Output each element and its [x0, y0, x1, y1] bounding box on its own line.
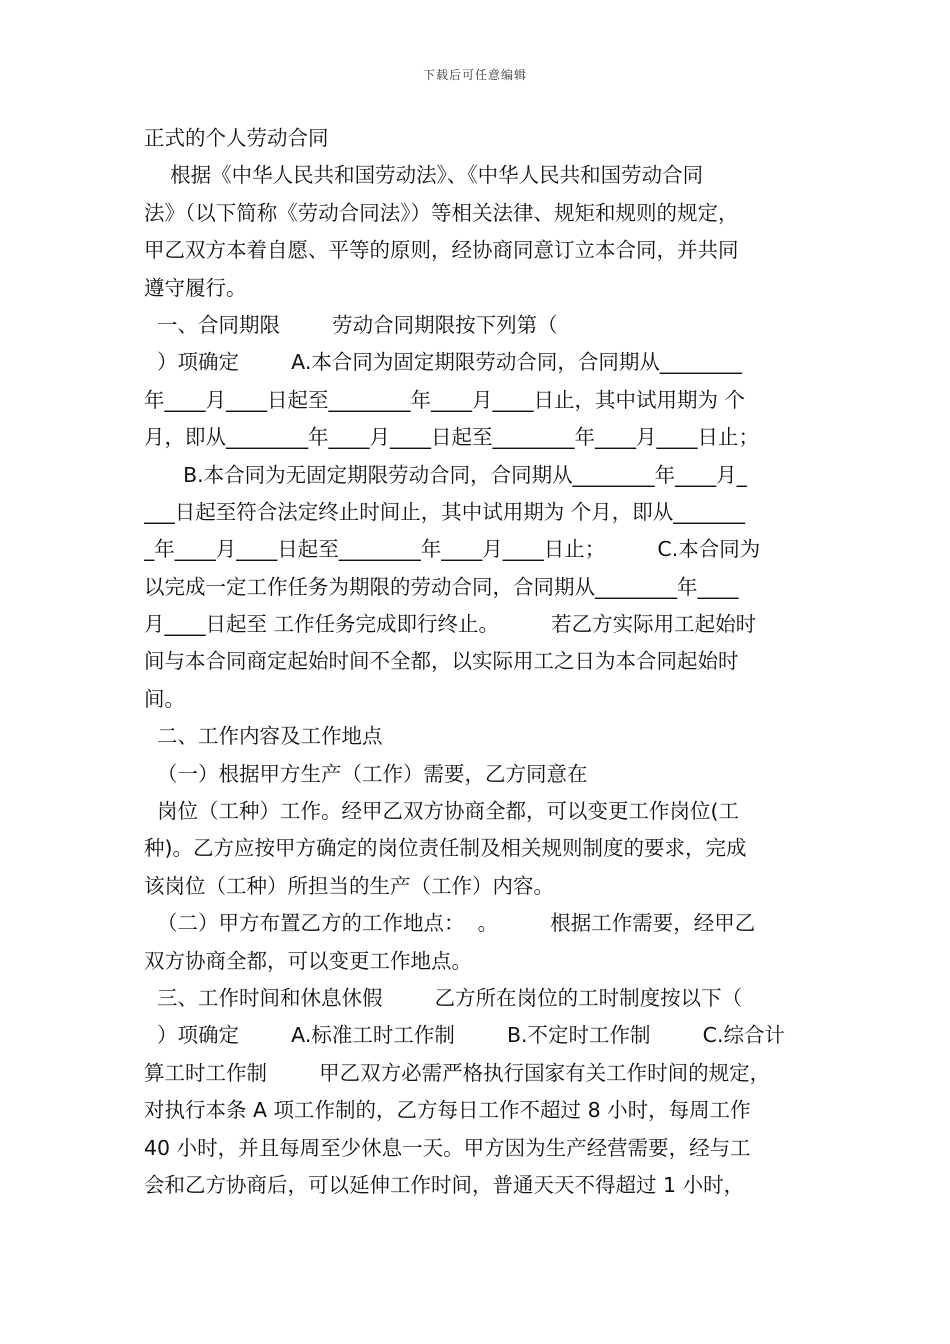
text-line: 月，即从________年____月____日起至________年____月____日止；	[144, 425, 759, 450]
document-title: 正式的个人劳动合同	[144, 126, 329, 150]
text-line: 会和乙方协商后，可以延伸工作时间，普通天天不得超过 1 小时，	[144, 1172, 745, 1197]
text-line: 月____日起至 工作任务完成即行终止。 若乙方实际用工起始时	[144, 612, 757, 637]
text-line: （二）甲方布置乙方的工作地点： 。 根据工作需要，经甲乙	[144, 911, 756, 936]
text-line: ___日起至符合法定终止时间止，其中试用期为 个月，即从_______	[144, 499, 746, 524]
text-line: 种)。乙方应按甲方确定的岗位责任制及相关规则制度的要求，完成	[144, 836, 747, 861]
text-line: （一）根据甲方生产（工作）需要，乙方同意在	[144, 761, 588, 786]
text-line: 一、合同期限 劳动合同期限按下列第（	[144, 312, 558, 337]
text-line: 年____月____日起至________年____月____日止，其中试用期为 个	[144, 387, 746, 412]
text-line: _年____月____日起至________年____月____日止； C.本合同为	[144, 537, 761, 562]
text-line: 双方协商全都，可以变更工作地点。	[144, 948, 472, 973]
text-line: 遵守履行。	[144, 275, 247, 300]
text-line: B.本合同为无固定期限劳动合同，合同期从________年____月_	[144, 462, 747, 487]
text-line: ）项确定 A.标准工时工作制 B.不定时工作制 C.综合计	[144, 1023, 786, 1048]
text-line: 40 小时，并且每周至少休息一天。甲方因为生产经营需要，经与工	[144, 1135, 751, 1160]
text-line: 二、工作内容及工作地点	[144, 724, 383, 749]
text-line: 间。	[144, 686, 185, 711]
contract-body	[144, 120, 806, 1204]
text-line: 甲乙双方本着自愿、平等的原则，经协商同意订立本合同，并共同	[144, 238, 739, 263]
text-line: 对执行本条 A 项工作制的，乙方每日工作不超过 8 小时，每周工作	[144, 1098, 751, 1123]
text-line: 法》（以下简称《劳动合同法》）等相关法律、规矩和规则的规定，	[144, 200, 739, 225]
text-line: ）项确定 A.本合同为固定期限劳动合同，合同期从________	[144, 350, 742, 375]
text-line: 三、工作时间和休息休假 乙方所在岗位的工时制度按以下（	[144, 985, 743, 1010]
text-line: 根据《中华人民共和国劳动法》、《中华人民共和国劳动合同	[144, 163, 704, 188]
text-line: 岗位（工种）工作。经甲乙双方协商全都，可以变更工作岗位(工	[144, 799, 740, 824]
text-line: 算工时工作制 甲乙双方必需严格执行国家有关工作时间的规定，	[144, 1060, 771, 1085]
text-line: 以完成一定工作任务为期限的劳动合同，合同期从________年____	[144, 574, 739, 599]
text-line: 间与本合同商定起始时间不全都，以实际用工之日为本合同起始时	[144, 649, 739, 674]
header-note: 下载后可任意编辑	[422, 68, 527, 82]
text-line: 该岗位（工种）所担当的生产（工作）内容。	[144, 873, 554, 898]
